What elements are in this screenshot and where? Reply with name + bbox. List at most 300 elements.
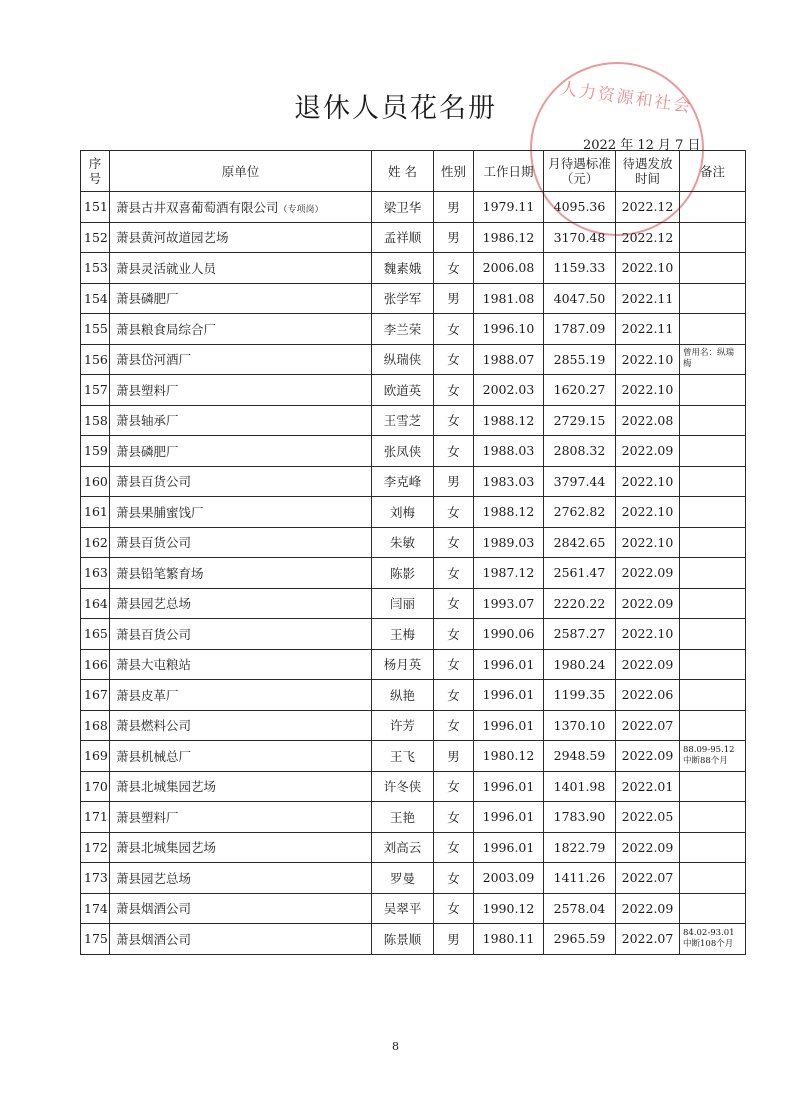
cell-unit-text: 萧县古井双喜葡萄酒有限公司 (116, 199, 279, 215)
table-row (81, 619, 746, 650)
cell-name-text: 王艳 (389, 809, 415, 825)
cell-unit (110, 924, 372, 955)
cell-seq (81, 466, 110, 497)
cell-seq-text: 167 (84, 687, 108, 703)
cell-pay-text: 3170.48 (553, 229, 606, 245)
cell-name (372, 466, 434, 497)
cell-seq-text: 165 (84, 626, 108, 642)
cell-gender-text: 男 (447, 931, 460, 947)
cell-unit (110, 588, 372, 619)
cell-work-date-text: 1980.12 (482, 748, 535, 764)
cell-gender-text: 女 (447, 870, 460, 886)
cell-pay-time-text: 2022.09 (621, 565, 674, 581)
cell-gender (434, 832, 474, 863)
cell-seq-text: 153 (84, 260, 108, 276)
cell-note (680, 466, 746, 497)
cell-pay-text: 1787.09 (553, 321, 606, 337)
cell-gender (434, 405, 474, 436)
cell-seq-text: 164 (84, 595, 108, 611)
cell-unit (110, 283, 372, 314)
cell-seq (81, 405, 110, 436)
header-pay-time: 待遇发放时间 (616, 151, 680, 192)
cell-pay-time (616, 192, 680, 223)
header-name: 姓 名 (372, 151, 434, 192)
cell-seq-text: 174 (84, 900, 108, 916)
cell-pay-time (616, 375, 680, 406)
cell-work-date-text: 2003.09 (482, 870, 535, 886)
cell-name (372, 405, 434, 436)
cell-note (680, 741, 746, 772)
header-pay: 月待遇标准（元） (544, 151, 616, 192)
cell-unit (110, 497, 372, 528)
cell-work-date-text: 1988.07 (482, 351, 535, 367)
cell-gender-text: 女 (447, 718, 460, 734)
cell-gender (434, 771, 474, 802)
header-note: 备注 (680, 151, 746, 192)
cell-name (372, 283, 434, 314)
cell-work-date-text: 1990.12 (482, 900, 535, 916)
cell-note (680, 436, 746, 467)
cell-name (372, 680, 434, 711)
table-row (81, 680, 746, 711)
cell-unit (110, 466, 372, 497)
cell-gender-text: 女 (447, 504, 460, 520)
cell-pay-time (616, 558, 680, 589)
retiree-roster-table (80, 150, 746, 955)
cell-gender-text: 女 (447, 809, 460, 825)
cell-unit (110, 375, 372, 406)
cell-note (680, 527, 746, 558)
cell-gender (434, 924, 474, 955)
cell-seq (81, 192, 110, 223)
cell-seq (81, 741, 110, 772)
table-row (81, 771, 746, 802)
cell-name (372, 619, 434, 650)
cell-pay-time (616, 771, 680, 802)
cell-seq-text: 162 (84, 534, 108, 550)
cell-work-date (474, 344, 544, 375)
cell-unit-text: 萧县大屯粮站 (116, 657, 192, 673)
table-row (81, 375, 746, 406)
cell-note (680, 588, 746, 619)
cell-work-date (474, 192, 544, 223)
cell-pay (544, 924, 616, 955)
cell-note-text: 88.09-95.12 中断88个月 (683, 744, 735, 766)
cell-unit-text: 萧县百货公司 (116, 535, 192, 551)
cell-name-text: 李克峰 (383, 474, 422, 490)
cell-note (680, 497, 746, 528)
cell-unit-text: 萧县铅笔繁育场 (116, 565, 204, 581)
cell-unit-text: 萧县皮革厂 (116, 687, 179, 703)
cell-seq (81, 619, 110, 650)
cell-pay-text: 1980.24 (553, 656, 606, 672)
cell-note (680, 802, 746, 833)
cell-pay (544, 619, 616, 650)
cell-name (372, 497, 434, 528)
cell-name (372, 802, 434, 833)
cell-gender (434, 588, 474, 619)
cell-seq (81, 314, 110, 345)
cell-work-date-text: 1996.01 (482, 839, 535, 855)
cell-gender-text: 男 (447, 748, 460, 764)
cell-pay-time-text: 2022.10 (621, 504, 674, 520)
cell-seq-text: 161 (84, 504, 108, 520)
cell-name (372, 893, 434, 924)
cell-seq-text: 152 (84, 229, 108, 245)
cell-seq (81, 893, 110, 924)
cell-unit-text: 萧县燃料公司 (116, 718, 192, 734)
cell-pay-time (616, 588, 680, 619)
cell-unit (110, 405, 372, 436)
cell-name-text: 王雪芝 (383, 413, 422, 429)
table-row (81, 314, 746, 345)
cell-work-date-text: 1980.11 (482, 931, 535, 947)
cell-gender-text: 男 (447, 199, 460, 215)
cell-unit-text: 萧县粮食局综合厂 (116, 321, 217, 337)
cell-unit-text: 萧县北城集园艺场 (116, 779, 217, 795)
cell-pay-time (616, 741, 680, 772)
cell-pay-time-text: 2022.07 (621, 717, 674, 733)
cell-pay-text: 4047.50 (553, 290, 606, 306)
table-row (81, 832, 746, 863)
cell-note (680, 375, 746, 406)
cell-pay (544, 283, 616, 314)
cell-pay (544, 466, 616, 497)
cell-pay-text: 1822.79 (553, 839, 606, 855)
cell-name (372, 710, 434, 741)
cell-pay (544, 314, 616, 345)
cell-pay-text: 2965.59 (553, 931, 606, 947)
cell-name-text: 王飞 (389, 748, 415, 764)
cell-unit-text: 萧县百货公司 (116, 626, 192, 642)
table-row (81, 649, 746, 680)
cell-gender-text: 女 (447, 626, 460, 642)
cell-work-date (474, 924, 544, 955)
cell-work-date-text: 1996.01 (482, 656, 535, 672)
header-seq: 序号 (81, 151, 110, 192)
cell-unit-text: 萧县园艺总场 (116, 596, 192, 612)
cell-pay-time (616, 405, 680, 436)
cell-seq-text: 151 (84, 199, 108, 215)
cell-seq-text: 166 (84, 656, 108, 672)
cell-name (372, 771, 434, 802)
header-gender: 性别 (434, 151, 474, 192)
cell-pay-text: 2762.82 (553, 504, 606, 520)
cell-gender-text: 女 (447, 779, 460, 795)
cell-work-date (474, 436, 544, 467)
cell-unit (110, 192, 372, 223)
table-header-row (81, 151, 746, 192)
cell-gender (434, 680, 474, 711)
cell-unit (110, 802, 372, 833)
cell-pay (544, 405, 616, 436)
cell-name-text: 纵瑞侠 (383, 352, 422, 368)
cell-pay (544, 771, 616, 802)
cell-work-date (474, 466, 544, 497)
cell-pay-time-text: 2022.09 (621, 656, 674, 672)
cell-seq (81, 771, 110, 802)
cell-note (680, 832, 746, 863)
cell-name (372, 741, 434, 772)
cell-pay-time-text: 2022.01 (621, 778, 674, 794)
cell-seq (81, 649, 110, 680)
cell-unit (110, 893, 372, 924)
cell-gender (434, 863, 474, 894)
cell-seq-text: 168 (84, 717, 108, 733)
cell-name (372, 924, 434, 955)
cell-gender-text: 女 (447, 840, 460, 856)
cell-name-text: 张凤侠 (383, 443, 422, 459)
cell-pay-time-text: 2022.10 (621, 382, 674, 398)
cell-work-date (474, 619, 544, 650)
cell-pay (544, 802, 616, 833)
cell-note (680, 619, 746, 650)
cell-pay-time (616, 222, 680, 253)
cell-pay-time-text: 2022.09 (621, 748, 674, 764)
cell-seq (81, 253, 110, 284)
header-work-date: 工作日期 (474, 151, 544, 192)
cell-unit-text: 萧县黄河故道园艺场 (116, 230, 229, 246)
cell-gender-text: 女 (447, 535, 460, 551)
cell-unit-text: 萧县岱河酒厂 (116, 352, 192, 368)
cell-gender (434, 527, 474, 558)
cell-unit (110, 344, 372, 375)
cell-name-text: 许冬侠 (383, 779, 422, 795)
cell-seq-text: 155 (84, 321, 108, 337)
cell-work-date-text: 1981.08 (482, 290, 535, 306)
cell-work-date-text: 1996.10 (482, 321, 535, 337)
cell-pay-time-text: 2022.09 (621, 443, 674, 459)
cell-pay-text: 2561.47 (553, 565, 606, 581)
cell-name-text: 魏素娥 (383, 260, 422, 276)
cell-seq-text: 160 (84, 473, 108, 489)
cell-unit (110, 771, 372, 802)
document-date: 2022 年 12 月 7 日 (583, 138, 701, 153)
table-row (81, 558, 746, 589)
cell-pay-time (616, 619, 680, 650)
cell-pay-text: 1159.33 (553, 260, 606, 276)
cell-gender-text: 女 (447, 352, 460, 368)
cell-name (372, 863, 434, 894)
cell-unit-text: 萧县果脯蜜饯厂 (116, 504, 204, 520)
cell-seq-text: 163 (84, 565, 108, 581)
cell-work-date-text: 1988.12 (482, 504, 535, 520)
cell-note (680, 924, 746, 955)
cell-seq-text: 175 (84, 931, 108, 947)
cell-pay-text: 2220.22 (553, 595, 606, 611)
cell-gender (434, 314, 474, 345)
cell-note-text: 曾用名：纵瑞梅 (683, 348, 735, 370)
cell-pay-time (616, 283, 680, 314)
cell-unit (110, 619, 372, 650)
table-row (81, 436, 746, 467)
cell-name-text: 罗曼 (389, 870, 415, 886)
cell-work-date (474, 253, 544, 284)
cell-gender (434, 710, 474, 741)
cell-gender (434, 893, 474, 924)
cell-gender-text: 女 (447, 413, 460, 429)
cell-name-text: 许芳 (389, 718, 415, 734)
cell-unit (110, 710, 372, 741)
cell-note (680, 253, 746, 284)
cell-unit-text: 萧县百货公司 (116, 474, 192, 490)
cell-pay-time (616, 436, 680, 467)
cell-gender (434, 344, 474, 375)
cell-pay-time-text: 2022.10 (621, 534, 674, 550)
cell-pay (544, 832, 616, 863)
cell-work-date-text: 2002.03 (482, 382, 535, 398)
cell-seq (81, 344, 110, 375)
cell-unit (110, 558, 372, 589)
cell-unit (110, 527, 372, 558)
cell-pay-time-text: 2022.10 (621, 351, 674, 367)
table-row (81, 466, 746, 497)
cell-unit (110, 863, 372, 894)
cell-name (372, 558, 434, 589)
table-row (81, 924, 746, 955)
cell-seq (81, 832, 110, 863)
cell-work-date-text: 1996.01 (482, 778, 535, 794)
cell-seq (81, 924, 110, 955)
cell-gender (434, 222, 474, 253)
cell-seq (81, 802, 110, 833)
cell-work-date-text: 1983.03 (482, 473, 535, 489)
cell-pay-time-text: 2022.05 (621, 809, 674, 825)
cell-note (680, 405, 746, 436)
cell-work-date-text: 1990.06 (482, 626, 535, 642)
cell-gender (434, 466, 474, 497)
cell-pay (544, 558, 616, 589)
document-title: 退休人员花名册 (294, 93, 497, 124)
cell-gender-text: 女 (447, 657, 460, 673)
cell-work-date (474, 405, 544, 436)
cell-unit-text: 萧县灵活就业人员 (116, 260, 217, 276)
cell-name (372, 527, 434, 558)
cell-pay (544, 588, 616, 619)
cell-gender-text: 男 (447, 230, 460, 246)
cell-gender-text: 女 (447, 382, 460, 398)
cell-pay-time (616, 832, 680, 863)
cell-note (680, 192, 746, 223)
cell-pay (544, 741, 616, 772)
cell-pay-text: 4095.36 (553, 199, 606, 215)
cell-work-date-text: 1988.12 (482, 412, 535, 428)
table-row (81, 405, 746, 436)
cell-unit-text: 萧县园艺总场 (116, 870, 192, 886)
cell-work-date (474, 741, 544, 772)
cell-pay-text: 1783.90 (553, 809, 606, 825)
cell-seq (81, 222, 110, 253)
cell-pay-text: 2729.15 (553, 412, 606, 428)
cell-name (372, 344, 434, 375)
cell-work-date (474, 863, 544, 894)
cell-gender-text: 男 (447, 474, 460, 490)
cell-seq-text: 157 (84, 382, 108, 398)
cell-work-date (474, 649, 544, 680)
cell-name (372, 649, 434, 680)
cell-unit-text: 萧县轴承厂 (116, 413, 179, 429)
seal-text: 人力资源和社会 (558, 78, 694, 118)
header-unit: 原单位 (110, 151, 372, 192)
cell-note (680, 710, 746, 741)
cell-gender (434, 619, 474, 650)
cell-unit-text: 萧县塑料厂 (116, 809, 179, 825)
cell-pay-time-text: 2022.11 (621, 321, 674, 337)
cell-pay-text: 1199.35 (553, 687, 606, 703)
cell-work-date (474, 375, 544, 406)
cell-work-date (474, 802, 544, 833)
cell-unit (110, 222, 372, 253)
cell-note (680, 771, 746, 802)
cell-note (680, 344, 746, 375)
page-number: 8 (392, 1040, 399, 1053)
cell-seq-text: 170 (84, 778, 108, 794)
cell-pay (544, 649, 616, 680)
cell-work-date (474, 314, 544, 345)
cell-note (680, 558, 746, 589)
cell-pay (544, 527, 616, 558)
cell-pay-time (616, 344, 680, 375)
cell-name-text: 梁卫华 (383, 199, 422, 215)
cell-unit (110, 680, 372, 711)
cell-gender-text: 女 (447, 901, 460, 917)
cell-note (680, 649, 746, 680)
cell-name (372, 192, 434, 223)
cell-seq-text: 169 (84, 748, 108, 764)
cell-note (680, 314, 746, 345)
cell-unit-sub-text: （专项岗） (278, 204, 324, 215)
cell-seq-text: 156 (84, 351, 108, 367)
cell-pay-time (616, 802, 680, 833)
cell-pay-time (616, 527, 680, 558)
cell-unit (110, 649, 372, 680)
cell-gender-text: 女 (447, 321, 460, 337)
cell-gender-text: 女 (447, 596, 460, 612)
cell-gender-text: 女 (447, 687, 460, 703)
cell-note (680, 222, 746, 253)
cell-name-text: 闫丽 (389, 596, 415, 612)
cell-pay-time-text: 2022.10 (621, 473, 674, 489)
cell-note (680, 283, 746, 314)
cell-work-date-text: 1987.12 (482, 565, 535, 581)
cell-work-date (474, 558, 544, 589)
cell-pay-text: 2587.27 (553, 626, 606, 642)
table-row (81, 741, 746, 772)
cell-note (680, 680, 746, 711)
cell-pay-time-text: 2022.07 (621, 931, 674, 947)
cell-gender-text: 女 (447, 443, 460, 459)
cell-pay (544, 192, 616, 223)
cell-pay (544, 680, 616, 711)
cell-pay-time-text: 2022.12 (621, 199, 674, 215)
cell-pay-time-text: 2022.11 (621, 290, 674, 306)
cell-seq (81, 710, 110, 741)
cell-seq-text: 158 (84, 412, 108, 428)
cell-work-date-text: 1993.07 (482, 595, 535, 611)
table-row (81, 344, 746, 375)
cell-name-text: 刘高云 (383, 840, 422, 856)
cell-gender (434, 649, 474, 680)
table-row (81, 863, 746, 894)
table-row (81, 588, 746, 619)
cell-seq (81, 558, 110, 589)
cell-gender-text: 女 (447, 565, 460, 581)
cell-pay-time (616, 924, 680, 955)
cell-work-date (474, 832, 544, 863)
cell-name-text: 王梅 (389, 626, 415, 642)
cell-pay-time-text: 2022.09 (621, 900, 674, 916)
cell-seq-text: 154 (84, 290, 108, 306)
